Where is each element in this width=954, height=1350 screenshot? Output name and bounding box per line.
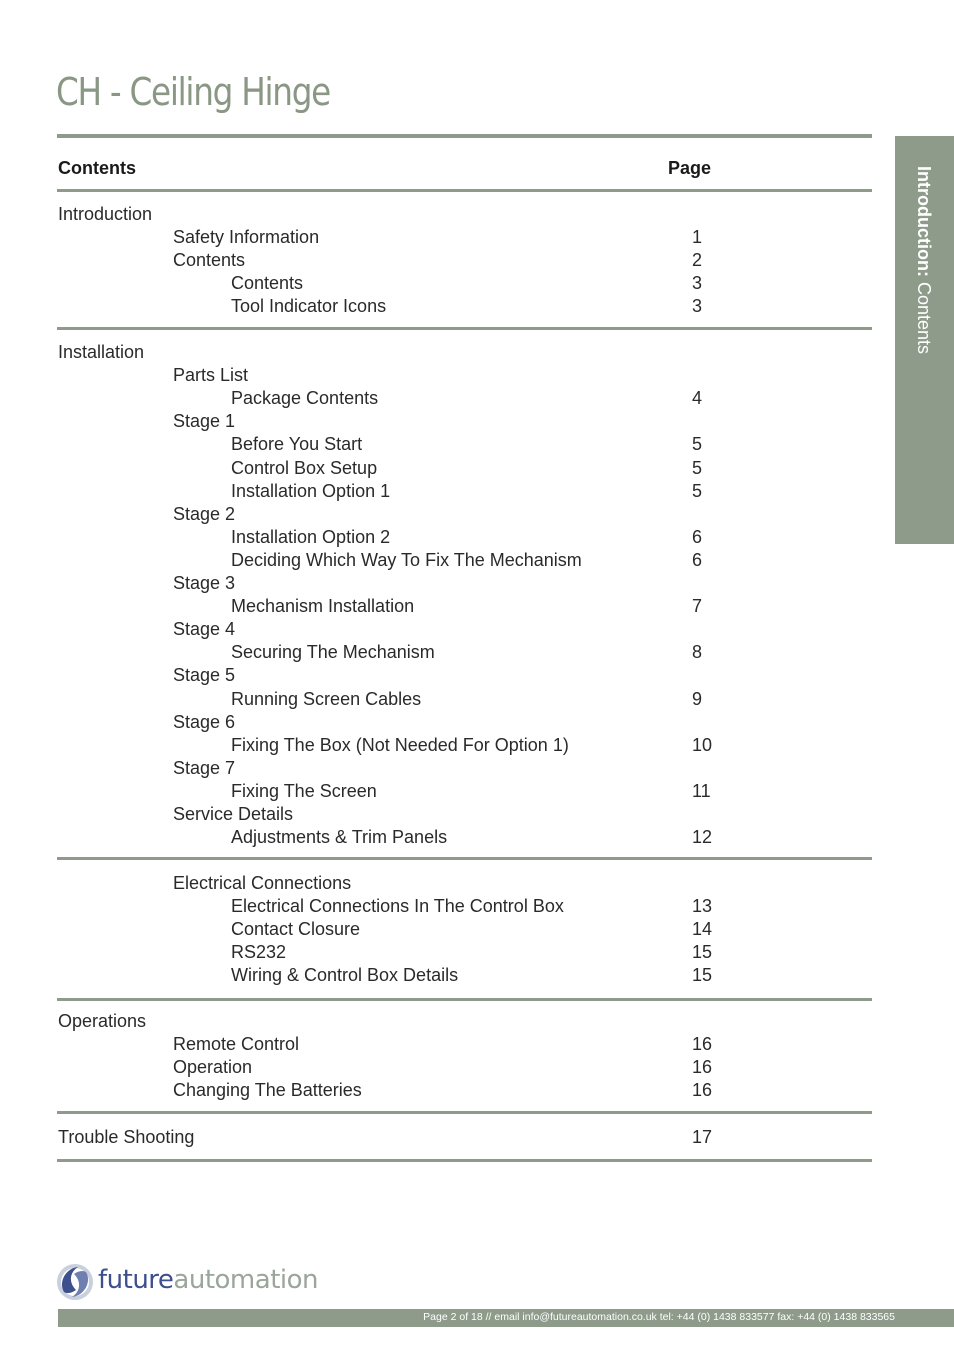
toc-entry-label: Deciding Which Way To Fix The Mechanism bbox=[231, 549, 582, 570]
toc-entry-page: 12 bbox=[692, 827, 713, 848]
toc-entry-label: Remote Control bbox=[173, 1034, 300, 1055]
toc-entry-page: 1 bbox=[692, 227, 703, 248]
toc-entry-page: 3 bbox=[692, 296, 703, 317]
toc-entry-label: Stage 1 bbox=[173, 411, 236, 432]
toc-entry-label: Trouble Shooting bbox=[58, 1127, 195, 1147]
toc-entry-page: 6 bbox=[692, 526, 703, 547]
toc-entry-label: Fixing The Screen bbox=[231, 780, 377, 801]
section-divider bbox=[57, 998, 872, 1001]
toc-entry-page: 2 bbox=[692, 250, 703, 271]
toc-entry-page: 16 bbox=[692, 1034, 713, 1055]
toc-entry-label: Securing The Mechanism bbox=[231, 642, 435, 663]
toc-entry-label: Electrical Connections In The Control Box bbox=[231, 896, 564, 917]
toc-entry-label: Service Details bbox=[173, 804, 294, 824]
toc-entry-label: Installation bbox=[58, 342, 145, 362]
toc-entry-label: Stage 7 bbox=[173, 757, 236, 778]
toc-entry-label: Contact Closure bbox=[231, 919, 361, 940]
toc-entry-label: Tool Indicator Icons bbox=[231, 296, 387, 317]
header-top-rule bbox=[57, 134, 872, 138]
section-divider bbox=[57, 327, 872, 330]
document-title: CH - Ceiling Hinge bbox=[56, 70, 330, 114]
toc-entry-label: Stage 5 bbox=[173, 665, 236, 686]
toc-entry-label: Fixing The Box (Not Needed For Option 1) bbox=[231, 734, 569, 755]
toc-entry-page: 16 bbox=[692, 1080, 713, 1101]
side-tab-subsection: Contents bbox=[914, 276, 934, 355]
toc-entry-page: 7 bbox=[692, 596, 703, 617]
toc-entry-page: 14 bbox=[692, 919, 713, 940]
section-divider bbox=[57, 857, 872, 860]
toc-entry-label: Electrical Connections bbox=[173, 873, 352, 893]
toc-entry-page: 17 bbox=[692, 1127, 713, 1147]
toc-entry-label: Operations bbox=[58, 1011, 147, 1031]
toc-entry-page: 10 bbox=[692, 734, 713, 755]
toc-entry-page: 8 bbox=[692, 642, 703, 663]
toc-entry-page: 9 bbox=[692, 688, 703, 709]
page-column-header: Page bbox=[668, 158, 712, 178]
toc-entry-label: Changing The Batteries bbox=[173, 1080, 362, 1101]
header-bottom-rule bbox=[57, 189, 872, 192]
logo-wordmark bbox=[98, 1265, 318, 1295]
toc-entry-label: Stage 2 bbox=[173, 503, 236, 524]
toc-entry-label: Before You Start bbox=[231, 434, 363, 455]
toc-entry-page: 3 bbox=[692, 273, 703, 294]
toc-entry-label: Contents bbox=[231, 273, 304, 294]
toc-entry-label: Parts List bbox=[173, 365, 249, 386]
toc-entry-label: Stage 3 bbox=[173, 573, 236, 593]
side-tab-label bbox=[913, 166, 934, 354]
toc-entry-label: Installation Option 2 bbox=[231, 526, 391, 547]
toc-entry-label: Control Box Setup bbox=[231, 457, 378, 478]
footer-bar bbox=[58, 1309, 954, 1327]
toc-entry-page: 15 bbox=[692, 942, 713, 963]
toc-entry-label: Safety Information bbox=[173, 227, 320, 248]
toc-entry-page: 5 bbox=[692, 457, 703, 478]
toc-entry-label: Mechanism Installation bbox=[231, 596, 415, 617]
footer-text: Page 2 of 18 // email info@futureautomation.co.uk tel: +44 (0) 1438 833577 fax: +44 (0) 1438 833565 bbox=[423, 1311, 895, 1323]
section-side-tab bbox=[895, 136, 954, 544]
toc-entry-page: 16 bbox=[692, 1057, 713, 1078]
toc-entry-label: RS232 bbox=[231, 942, 287, 963]
toc-entry-label: Contents bbox=[173, 250, 246, 271]
toc-entry-page: 6 bbox=[692, 549, 703, 570]
toc-entry-page: 4 bbox=[692, 388, 703, 409]
logo-wordmark-future: future bbox=[98, 1265, 174, 1295]
logo-wordmark-automation: automation bbox=[173, 1265, 318, 1295]
toc-entry-label: Stage 4 bbox=[173, 619, 236, 640]
toc-entry-label: Running Screen Cables bbox=[231, 688, 422, 709]
toc-entry-label: Stage 6 bbox=[173, 711, 236, 732]
toc-entry-page: 5 bbox=[692, 480, 703, 501]
toc-entry-page: 15 bbox=[692, 965, 713, 986]
section-divider bbox=[57, 1159, 872, 1162]
side-tab-section: Introduction: bbox=[914, 166, 934, 277]
toc-entry-label: Adjustments & Trim Panels bbox=[231, 827, 448, 848]
toc-entry-page: 11 bbox=[692, 780, 711, 801]
toc-entry-page: 5 bbox=[692, 434, 703, 455]
toc-entry-label: Package Contents bbox=[231, 388, 379, 409]
section-divider bbox=[57, 1111, 872, 1114]
toc-entry-label: Introduction bbox=[58, 204, 153, 224]
toc-entry-page: 13 bbox=[692, 896, 713, 917]
toc-entry-label: Wiring & Control Box Details bbox=[231, 965, 459, 986]
toc-entry-label: Installation Option 1 bbox=[231, 480, 391, 501]
contents-column-header: Contents bbox=[58, 158, 136, 178]
logo-swirl-icon bbox=[56, 1262, 96, 1302]
toc-entry-label: Operation bbox=[173, 1057, 253, 1078]
